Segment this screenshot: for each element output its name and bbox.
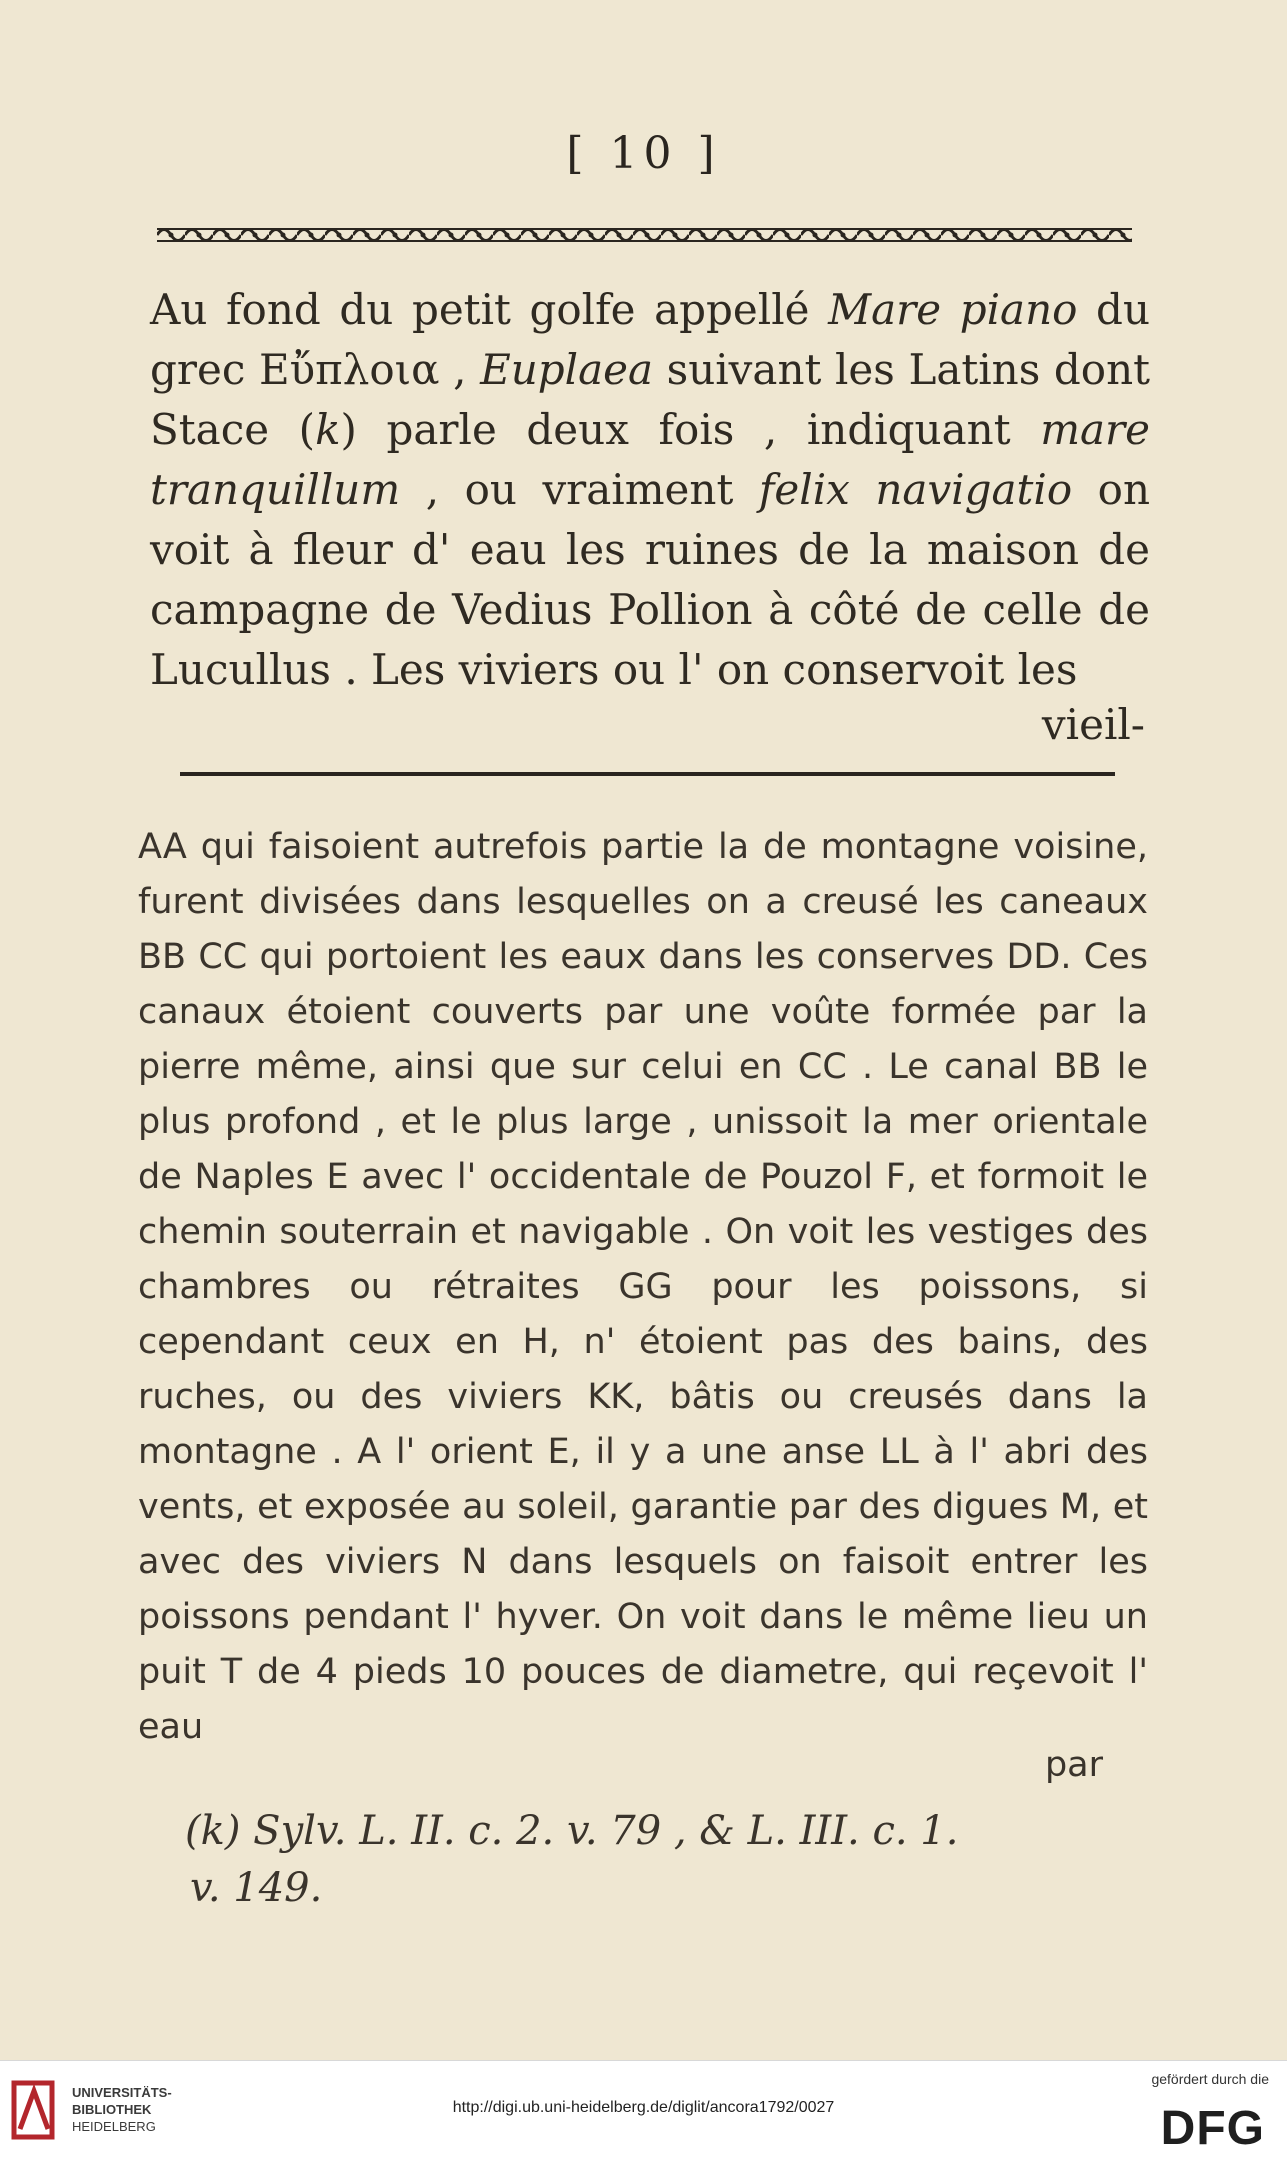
institution-line-1: UNIVERSITÄTS- bbox=[72, 2085, 172, 2100]
lower-catchword: par bbox=[1044, 1745, 1103, 1785]
upper-paragraph bbox=[150, 280, 1150, 700]
italic-text-run: Euplaea bbox=[480, 345, 654, 394]
italic-text-run: k bbox=[315, 405, 341, 454]
funding-label: gefördert durch die bbox=[1151, 2071, 1269, 2087]
page-number: [ 10 ] bbox=[566, 128, 721, 179]
permalink-url[interactable]: http://digi.ub.uni-heidelberg.de/diglit/ancora1792/0027 bbox=[452, 2099, 835, 2116]
decorative-border-ornament bbox=[157, 222, 1132, 248]
lower-paragraph: AA qui faisoient autrefois partie la de montagne voisine, furent divisées dans lesquelles on a creusé les caneaux BB CC qui portoient les eaux dans les conserves DD. Ces canaux étoient couverts par une voûte formée par la pierre même, ainsi que sur celui en CC . Le canal BB le plus profond , et le plus large , unissoit la mer orientale de Naples E avec l' occidentale de Pouzol F, et formoit le chemin souterrain et navigable . On voit les vestiges des chambres ou rétraites GG pour les poissons, si cependant ceux en H, n' étoient pas des bains, des ruches, ou des viviers KK, bâtis ou creusés dans la montagne . A l' orient E, il y a une anse LL à l' abri des vents, et exposée au soleil, garantie par des digues M, et avec des viviers N dans lesquels on faisoit entrer les poissons pendant l' hyver. On voit dans le même lieu un puit T de 4 pieds 10 pouces de diametre, qui reçevoit l' eau bbox=[138, 827, 1148, 1747]
italic-text-run: mare tranquillum bbox=[150, 405, 1150, 514]
upper-catchword: vieil- bbox=[1041, 700, 1145, 749]
institution-line-2: BIBLIOTHEK bbox=[72, 2102, 152, 2117]
footer-bar bbox=[0, 2060, 1287, 2160]
italic-text-run: felix navigatio bbox=[758, 465, 1073, 514]
text-run: suivant les Latins dont Stace ( bbox=[150, 345, 1150, 454]
text-run: , ou vraiment bbox=[400, 465, 759, 514]
text-run: ) parle deux fois , indiquant bbox=[340, 405, 1041, 454]
footnote-continuation: v. 149. bbox=[190, 1865, 323, 1911]
institution-line-3: HEIDELBERG bbox=[72, 2119, 156, 2134]
text-run: Au fond du petit golfe appellé bbox=[150, 285, 829, 334]
section-divider bbox=[180, 770, 1115, 778]
footnote: (k) Sylv. L. II. c. 2. v. 79 , & L. III. c. 1. bbox=[185, 1808, 959, 1854]
dfg-logo: DFG bbox=[1160, 2102, 1265, 2155]
text-run: on voit à fleur d' eau les ruines de la maison de campagne de Vedius Pollion à côté de celle de Lucullus . Les viviers ou l' on conservoit les bbox=[150, 465, 1151, 694]
italic-text-run: Mare piano bbox=[828, 285, 1078, 334]
text-run: du grec Εὔπλοια , bbox=[150, 285, 1150, 394]
